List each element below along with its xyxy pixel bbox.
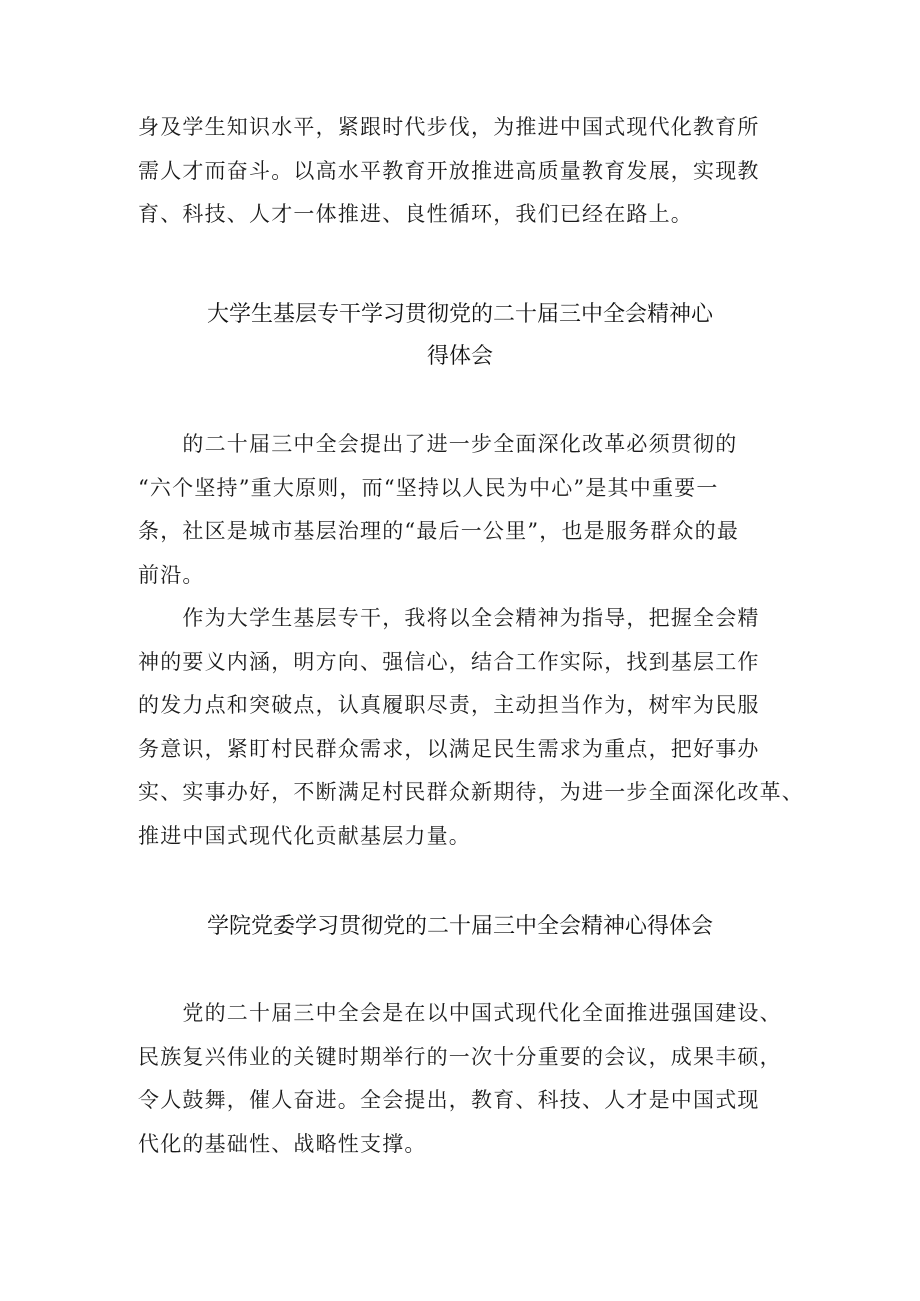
body-paragraph — [138, 992, 798, 1166]
text-line: 实、实事办好，不断满足村民群众新期待，为进一步全面深化改革、 — [138, 780, 804, 805]
text-line: 令人鼓舞，催人奋进。全会提出，教育、科技、人才是中国式现 — [138, 1088, 760, 1113]
text-line: 条，社区是城市基层治理的“最后一公里”，也是服务群众的最 — [138, 519, 740, 544]
text-line: 作为大学生基层专干，我将以全会精神为指导，把握全会精 — [138, 606, 760, 630]
section-title — [0, 906, 920, 948]
text-line: 神的要义内涵，明方向、强信心，结合工作实际，找到基层工作 — [138, 649, 760, 674]
text-line: 前沿。 — [138, 562, 205, 587]
text-line: “六个坚持”重大原则，而“坚持以人民为中心”是其中重要一 — [138, 475, 719, 500]
title-line: 学院党委学习贯彻党的二十届三中全会精神心得体会 — [206, 914, 713, 939]
text-line: 代化的基础性、战略性支撑。 — [138, 1131, 427, 1156]
body-paragraph — [138, 423, 798, 597]
text-line: 党的二十届三中全会是在以中国式现代化全面推进强国建设、 — [138, 1001, 782, 1025]
text-line: 需人才而奋斗。以高水平教育开放推进高质量教育发展，实现教 — [138, 158, 760, 183]
body-paragraph — [138, 597, 804, 859]
text-line: 身及学生知识水平，紧跟时代步伐，为推进中国式现代化教育所 — [138, 115, 760, 139]
section-title — [0, 294, 920, 378]
text-line: 育、科技、人才一体推进、良性循环，我们已经在路上。 — [138, 202, 693, 227]
text-line: 的发力点和突破点，认真履职尽责，主动担当作为，树牢为民服 — [138, 693, 760, 718]
text-line: 的二十届三中全会提出了进一步全面深化改革必须贯彻的 — [138, 432, 738, 456]
text-line: 民族复兴伟业的关键时期举行的一次十分重要的会议，成果丰硕， — [138, 1044, 782, 1069]
continuation-paragraph — [138, 106, 798, 237]
text-line: 务意识，紧盯村民群众需求，以满足民生需求为重点，把好事办 — [138, 736, 760, 761]
title-line: 大学生基层专干学习贯彻党的二十届三中全会精神心 — [206, 302, 713, 327]
text-line: 推进中国式现代化贡献基层力量。 — [138, 823, 471, 848]
title-line: 得体会 — [426, 344, 493, 369]
